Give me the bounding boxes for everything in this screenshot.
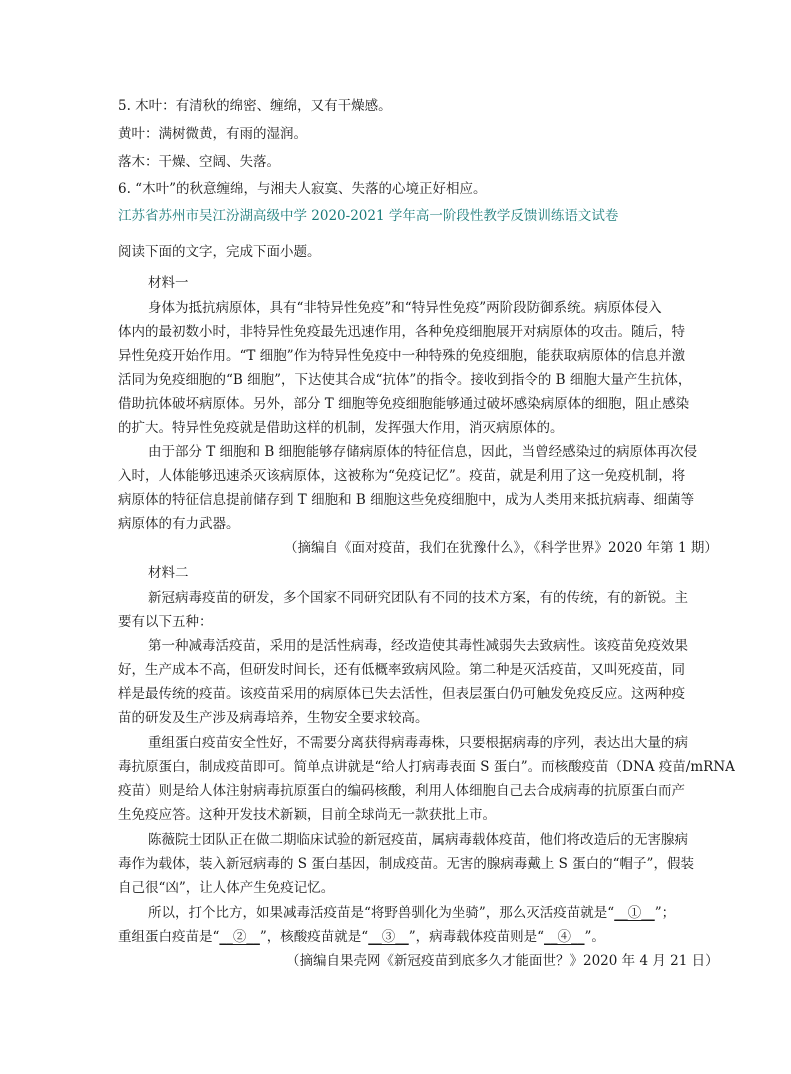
material-1-line: 异性免疫开始作用。“T 细胞”作为特异性免疫中一种特殊的免疫细胞，能获取病原体的信息并激 — [118, 348, 686, 364]
source-heading: 江苏省苏州市吴江汾湖高级中学 2020-2021 学年高一阶段性教学反馈训练语文试卷 — [118, 208, 619, 224]
material-1-line: 由于部分 T 细胞和 B 细胞能够存储病原体的特征信息，因此，当曾经感染过的病原体再次侵 — [148, 444, 698, 460]
material-1-line: 体内的最初数小时，非特异性免疫最先迅速作用，各种免疫细胞展开对病原体的攻击。随后，特 — [118, 324, 685, 340]
material-2-line: 毒抗原蛋白，制成疫苗即可。简单点讲就是“给人打病毒表面 S 蛋白”。而核酸疫苗（DNA 疫苗/mRNA — [118, 759, 735, 775]
material-1-line: 的扩大。特异性免疫就是借助这样的机制，发挥强大作用，消灭病原体的。 — [118, 420, 564, 436]
blank-line-1-end: ”； — [654, 905, 676, 921]
material-2-line: 生免疫应答。这种开发技术新颖，目前全球尚无一款获批上市。 — [118, 807, 496, 823]
material-1-line: 入时，人体能够迅速杀灭该病原体，这被称为“免疫记忆”。疫苗，就是利用了这一免疫机制，将 — [118, 468, 686, 484]
material-1-line: 病原体的特征信息提前储存到 T 细胞和 B 细胞这些免疫细胞中，成为人类用来抵抗病毒、细菌等 — [118, 492, 695, 508]
blank-line-2-text: ”，核酸疫苗就是“ — [259, 929, 369, 945]
material-2-line: 重组蛋白疫苗安全性好，不需要分离获得病毒毒株，只要根据病毒的序列，表达出大量的病 — [148, 735, 688, 751]
instruction-text: 阅读下面的文字，完成下面小题。 — [118, 244, 321, 260]
material-2-line: 样是最传统的疫苗。该疫苗采用的病原体已失去活性，但表层蛋白仍可触发免疫反应。这两种疫 — [118, 686, 685, 702]
material-2-line: 疫苗）则是给人体注射病毒抗原蛋白的编码核酸，利用人体细胞自己去合成病毒的抗原蛋白而产 — [118, 783, 685, 799]
blank-2: __②__ — [219, 929, 260, 945]
material-2-title: 材料二 — [148, 565, 189, 581]
blank-1: __①__ — [614, 905, 655, 921]
material-2-citation: （摘编自果壳网《新冠疫苗到底多久才能面世？》2020 年 4 月 21 日） — [286, 953, 719, 969]
blank-line-2-text: ”，病毒载体疫苗则是“ — [408, 929, 545, 945]
blank-line-2-end: ”。 — [584, 929, 605, 945]
material-2-line: 毒作为载体，装入新冠病毒的 S 蛋白基因，制成疫苗。无害的腺病毒戴上 S 蛋白的“帽子”，假装 — [118, 856, 694, 872]
material-2-line: 好，生产成本不高，但研发时间长，还有低概率致病风险。第二种是灭活疫苗，又叫死疫苗，同 — [118, 662, 685, 678]
material-2-line: 自己很“凶”，让人体产生免疫记忆。 — [118, 880, 335, 896]
material-1-title: 材料一 — [148, 275, 189, 291]
fill-blank-line-1 — [148, 903, 675, 923]
blank-3: __③__ — [368, 929, 409, 945]
material-1-line: 病原体的有力武器。 — [118, 516, 240, 532]
answer-line-3: 落木：干燥、空阔、失落。 — [118, 154, 280, 170]
answer-line-2: 黄叶：满树微黄，有雨的湿润。 — [118, 126, 307, 142]
answer-line-4: 6. “木叶”的秋意缠绵，与湘夫人寂寞、失落的心境正好相应。 — [118, 181, 487, 197]
material-1-line: 活同为免疫细胞的“B 细胞”，下达使其合成“抗体”的指令。接收到指令的 B 细胞大量产生抗体， — [118, 372, 692, 388]
material-2-line: 要有以下五种： — [118, 614, 213, 630]
answer-line-1: 5. 木叶：有清秋的绵密、缠绵，又有干燥感。 — [118, 98, 392, 114]
blank-line-2-text: 重组蛋白疫苗是“ — [118, 929, 220, 945]
blank-4: __④__ — [544, 929, 585, 945]
material-1-citation: （摘编自《面对疫苗，我们在犹豫什么》，《科学世界》2020 年第 1 期） — [284, 540, 718, 556]
material-1-line: 借助抗体破坏病原体。另外，部分 T 细胞等免疫细胞能够通过破坏感染病原体的细胞，阻止感染 — [118, 396, 690, 412]
fill-blank-line-2 — [118, 927, 605, 947]
material-1-line: 身体为抵抗病原体，具有“非特异性免疫”和“特异性免疫”两阶段防御系统。病原体侵入 — [148, 300, 662, 316]
material-2-line: 新冠病毒疫苗的研发，多个国家不同研究团队有不同的技术方案，有的传统，有的新锐。主 — [148, 590, 688, 606]
material-2-line: 第一种减毒活疫苗，采用的是活性病毒，经改造使其毒性减弱失去致病性。该疫苗免疫效果 — [148, 638, 688, 654]
blank-line-1-text: 所以，打个比方，如果减毒活疫苗是“将野兽驯化为坐骑”，那么灭活疫苗就是“ — [148, 905, 615, 921]
material-2-line: 苗的研发及生产涉及病毒培养，生物安全要求较高。 — [118, 710, 429, 726]
material-2-line: 陈薇院士团队正在做二期临床试验的新冠疫苗，属病毒载体疫苗，他们将改造后的无害腺病 — [148, 832, 688, 848]
